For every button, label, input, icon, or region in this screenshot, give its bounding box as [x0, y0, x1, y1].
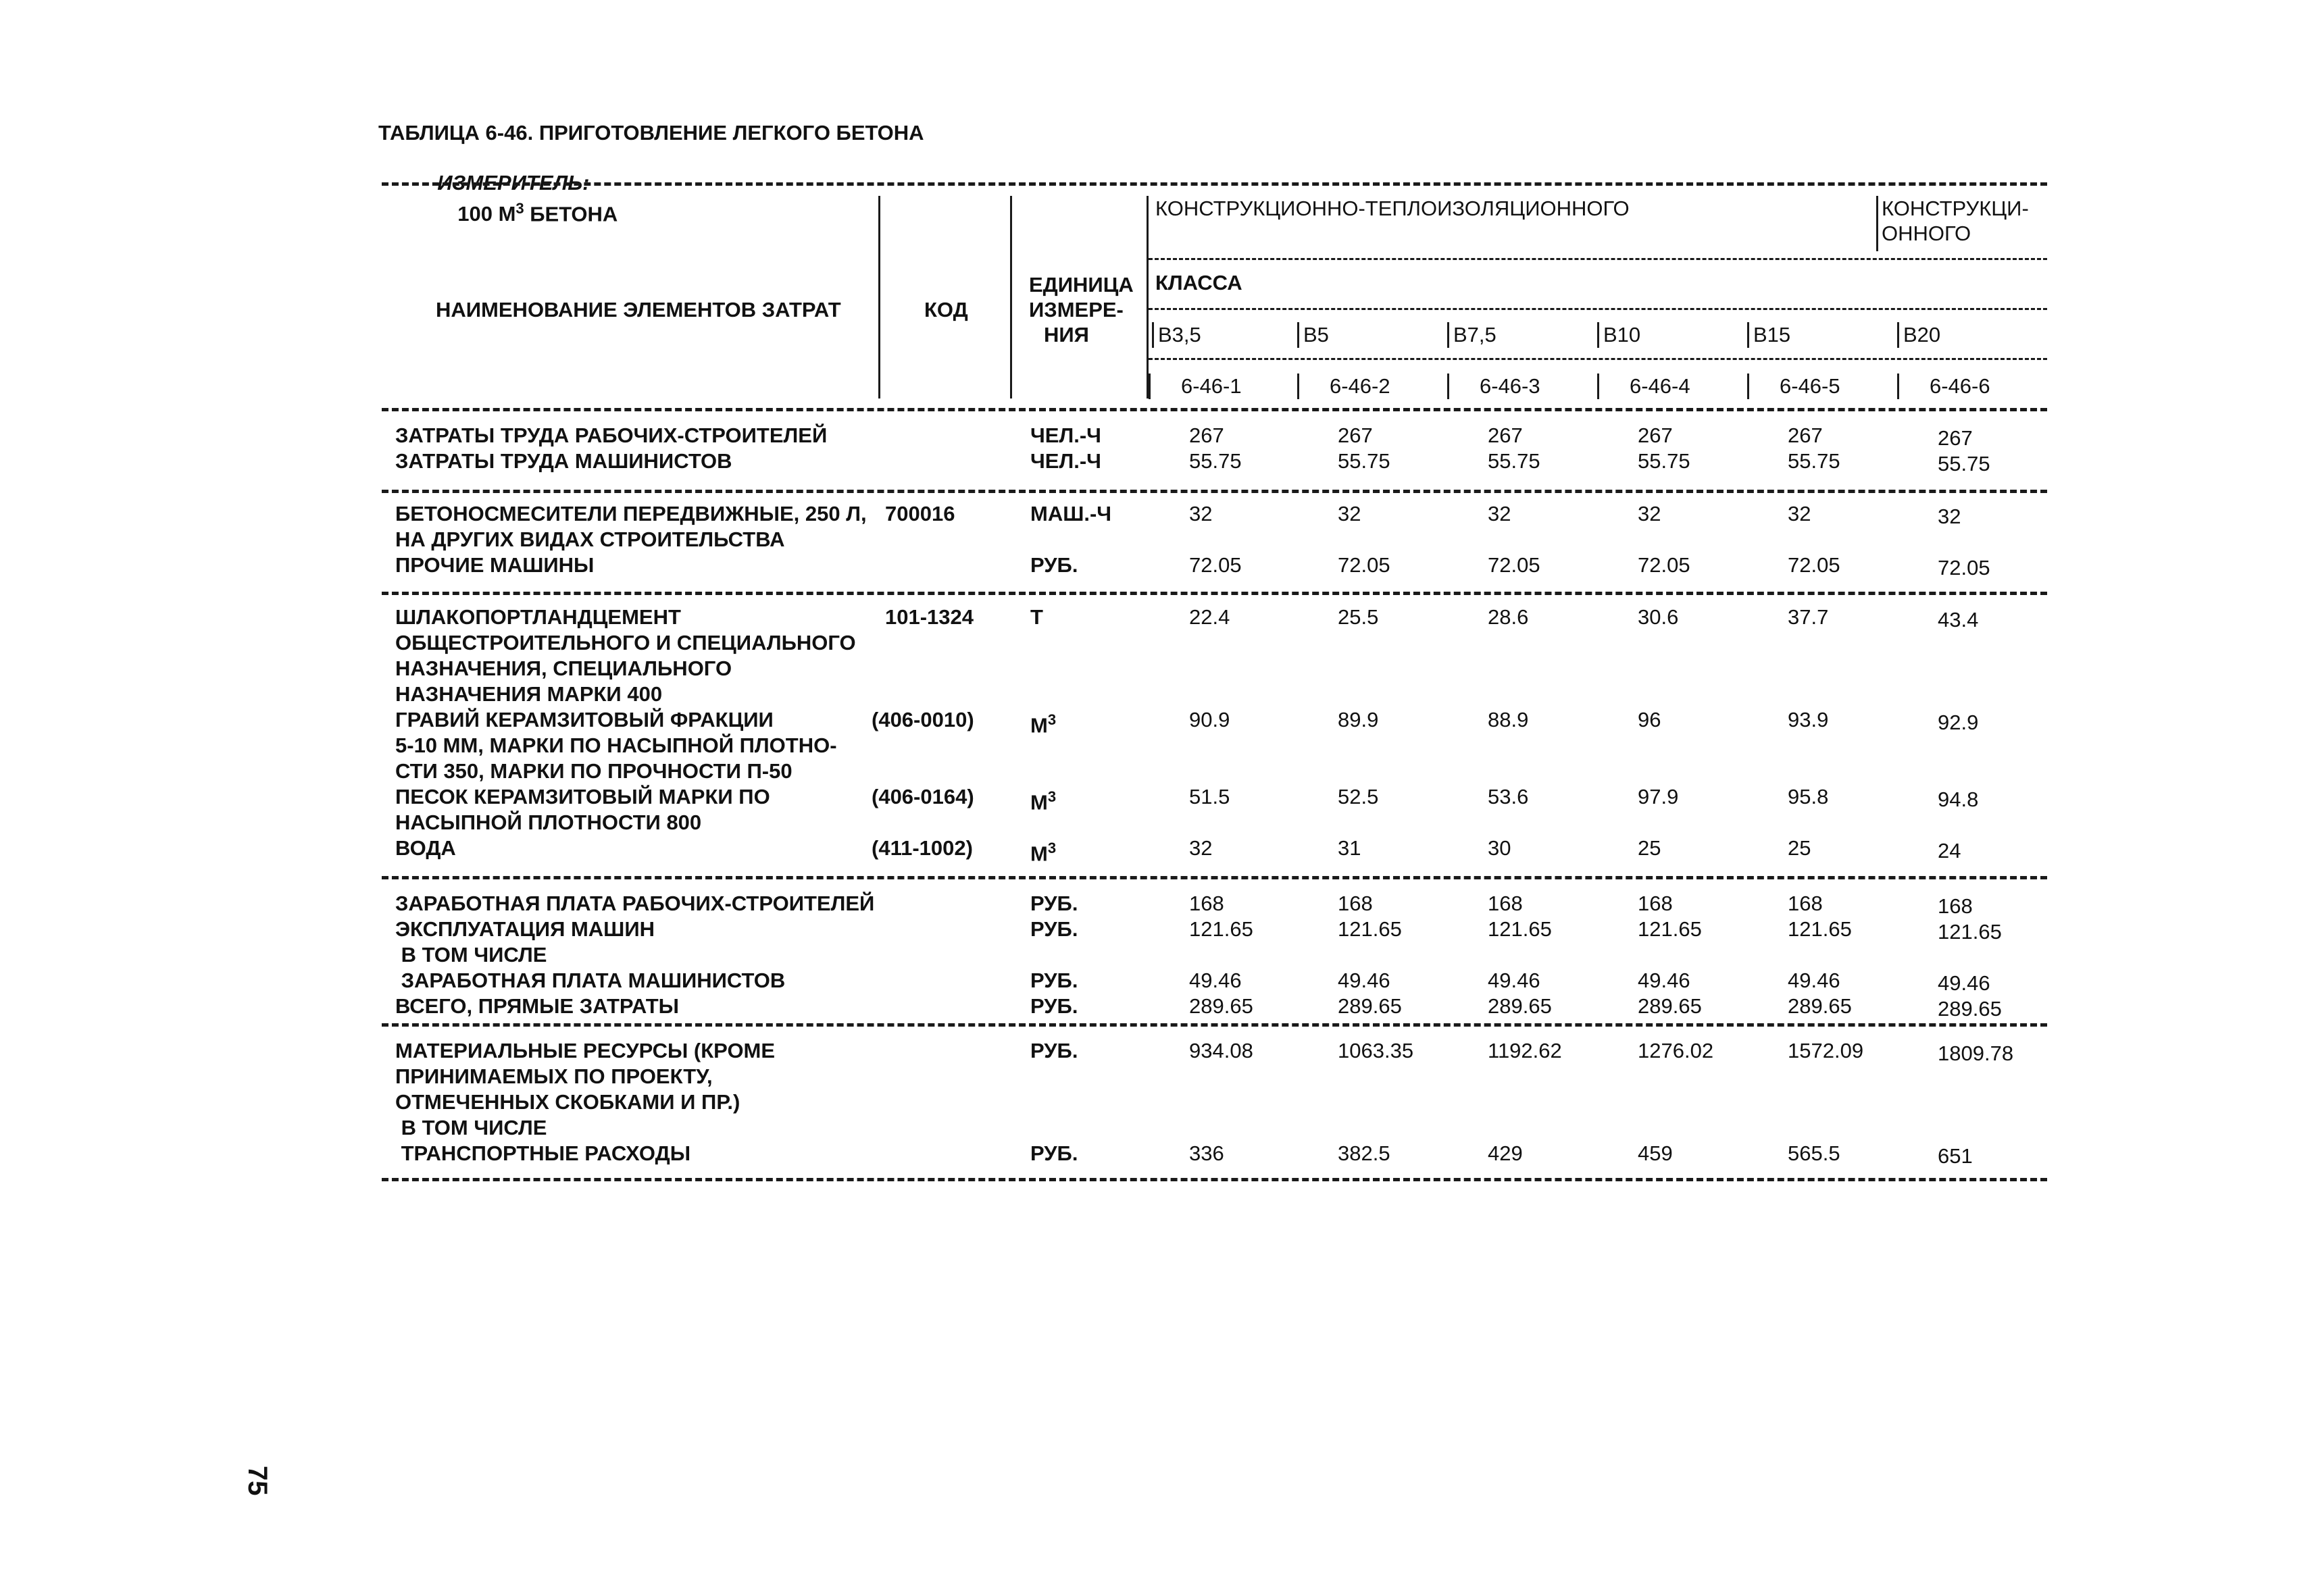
code-4: 6-46-4	[1597, 374, 1690, 399]
header-unit-2: ИЗМЕРЕ-	[1029, 298, 1124, 321]
row-value: 49.46	[1338, 969, 1390, 992]
row-name: ОТМЕЧЕННЫХ СКОБКАМИ И ПР.)	[395, 1090, 740, 1114]
rule-header-2	[1149, 308, 2047, 310]
row-value: 31	[1338, 836, 1361, 860]
row-unit-sup: 3	[1047, 788, 1057, 805]
vbar-unit	[1147, 196, 1149, 398]
rule-section-3	[382, 876, 2047, 879]
row-value: 289.65	[1788, 994, 1852, 1018]
row-value: 168	[1488, 892, 1523, 915]
row-value: 25	[1788, 836, 1811, 860]
header-group-b-2: ОННОГО	[1882, 222, 1971, 245]
row-name: НА ДРУГИХ ВИДАХ СТРОИТЕЛЬСТВА	[395, 527, 785, 551]
row-value: 168	[1189, 892, 1224, 915]
row-unit	[1030, 707, 1056, 738]
row-value: 289.65	[1488, 994, 1552, 1018]
measure-value: 100 М	[457, 202, 516, 226]
row-value: 267	[1638, 423, 1673, 447]
row-unit	[1030, 891, 1078, 917]
row-value: 168	[1788, 892, 1823, 915]
row-name: НАЗНАЧЕНИЯ МАРКИ 400	[395, 682, 663, 706]
row-unit-text: РУБ.	[1030, 917, 1078, 941]
row-value: 95.8	[1788, 785, 1829, 808]
row-value: 55.75	[1788, 449, 1840, 473]
row-value: 37.7	[1788, 605, 1829, 629]
row-name: 5-10 ММ, МАРКИ ПО НАСЫПНОЙ ПЛОТНО-	[395, 733, 837, 757]
row-value: 651	[1938, 1144, 1973, 1168]
row-value: 267	[1189, 423, 1224, 447]
row-name: ЗАТРАТЫ ТРУДА МАШИНИСТОВ	[395, 449, 732, 473]
row-value: 121.65	[1638, 917, 1702, 941]
row-unit	[1030, 501, 1111, 527]
class-3: В7,5	[1447, 322, 1496, 348]
row-name: ШЛАКОПОРТЛАНДЦЕМЕНТ	[395, 605, 681, 629]
row-value: 96	[1638, 708, 1661, 731]
row-unit-text: М	[1030, 842, 1048, 866]
row-value: 30	[1488, 836, 1511, 860]
row-unit	[1030, 1141, 1078, 1166]
row-value: 25	[1638, 836, 1661, 860]
row-code: 101-1324	[885, 605, 974, 629]
row-value: 459	[1638, 1141, 1673, 1165]
row-value: 32	[1189, 836, 1213, 860]
row-unit-text: ЧЕЛ.-Ч	[1030, 449, 1101, 473]
row-value: 289.65	[1189, 994, 1253, 1018]
row-value: 1572.09	[1788, 1039, 1864, 1062]
table-title: ТАБЛИЦА 6-46. ПРИГОТОВЛЕНИЕ ЛЕГКОГО БЕТОНА	[378, 121, 924, 145]
measure-tail: БЕТОНА	[524, 202, 618, 226]
row-unit	[1030, 604, 1043, 630]
row-value: 429	[1488, 1141, 1523, 1165]
row-value: 51.5	[1189, 785, 1230, 808]
rule-bottom	[382, 1178, 2047, 1181]
row-name: ГРАВИЙ КЕРАМЗИТОВЫЙ ФРАКЦИИ	[395, 708, 774, 731]
row-value: 121.65	[1788, 917, 1852, 941]
row-value: 28.6	[1488, 605, 1529, 629]
row-code: (411-1002)	[872, 836, 973, 860]
row-name: ЭКСПЛУАТАЦИЯ МАШИН	[395, 917, 655, 941]
row-value: 30.6	[1638, 605, 1679, 629]
row-unit	[1030, 552, 1078, 578]
row-value: 32	[1488, 502, 1511, 525]
row-value: 565.5	[1788, 1141, 1840, 1165]
header-unit-1: ЕДИНИЦА	[1029, 273, 1134, 297]
header-group-b-1: КОНСТРУКЦИ-	[1882, 197, 2029, 220]
row-name: НАСЫПНОЙ ПЛОТНОСТИ 800	[395, 810, 702, 834]
row-value: 72.05	[1488, 553, 1540, 577]
row-value: 336	[1189, 1141, 1224, 1165]
class-2: В5	[1297, 322, 1329, 348]
row-value: 267	[1788, 423, 1823, 447]
row-name: ОБЩЕСТРОИТЕЛЬНОГО И СПЕЦИАЛЬНОГО	[395, 631, 856, 654]
row-code: (406-0010)	[872, 708, 974, 731]
row-name: В ТОМ ЧИСЛЕ	[395, 1116, 547, 1139]
row-name: ЗАРАБОТНАЯ ПЛАТА РАБОЧИХ-СТРОИТЕЛЕЙ	[395, 892, 875, 915]
class-6: В20	[1897, 322, 1940, 348]
row-value: 55.75	[1938, 452, 1990, 475]
row-value: 55.75	[1638, 449, 1690, 473]
row-value: 32	[1938, 505, 1961, 528]
rule-header-bottom	[382, 408, 2047, 411]
rule-section-1	[382, 490, 2047, 493]
row-value: 72.05	[1938, 556, 1990, 580]
row-name: МАТЕРИАЛЬНЫЕ РЕСУРСЫ (КРОМЕ	[395, 1039, 776, 1062]
row-value: 267	[1938, 426, 1973, 450]
row-unit-text: Т	[1030, 605, 1043, 629]
row-value: 267	[1338, 423, 1373, 447]
row-name: НАЗНАЧЕНИЯ, СПЕЦИАЛЬНОГО	[395, 657, 732, 680]
vbar-code	[1010, 196, 1012, 398]
row-value: 93.9	[1788, 708, 1829, 731]
row-name: ПЕСОК КЕРАМЗИТОВЫЙ МАРКИ ПО	[395, 785, 770, 808]
row-value: 55.75	[1189, 449, 1242, 473]
row-name: БЕТОНОСМЕСИТЕЛИ ПЕРЕДВИЖНЫЕ, 250 Л,	[395, 502, 867, 525]
measure-line	[426, 145, 618, 227]
row-unit-text: РУБ.	[1030, 892, 1078, 915]
row-value: 168	[1638, 892, 1673, 915]
row-name: СТИ 350, МАРКИ ПО ПРОЧНОСТИ П-50	[395, 759, 793, 783]
row-unit-text: МАШ.-Ч	[1030, 502, 1112, 525]
page-number: 75	[243, 1466, 272, 1496]
row-unit	[1030, 917, 1078, 942]
row-unit-text: М	[1030, 790, 1048, 815]
code-2: 6-46-2	[1297, 374, 1390, 399]
measure-sup: 3	[515, 200, 524, 217]
rule-header-3	[1149, 358, 2047, 360]
code-6: 6-46-6	[1897, 374, 1990, 399]
row-value: 55.75	[1488, 449, 1540, 473]
measure-label: ИЗМЕРИТЕЛЬ:	[437, 171, 590, 195]
row-unit	[1030, 968, 1078, 994]
header-code: КОД	[924, 298, 968, 321]
row-value: 55.75	[1338, 449, 1390, 473]
row-value: 72.05	[1638, 553, 1690, 577]
row-value: 24	[1938, 839, 1961, 863]
row-unit-text: РУБ.	[1030, 553, 1078, 577]
row-value: 32	[1638, 502, 1661, 525]
row-value: 382.5	[1338, 1141, 1390, 1165]
row-unit	[1030, 835, 1056, 867]
row-value: 89.9	[1338, 708, 1379, 731]
row-value: 52.5	[1338, 785, 1379, 808]
row-unit-sup: 3	[1047, 711, 1057, 728]
row-value: 49.46	[1488, 969, 1540, 992]
vbar-group-b	[1876, 196, 1878, 251]
row-value: 43.4	[1938, 608, 1979, 632]
row-name: ВОДА	[395, 836, 456, 860]
row-value: 49.46	[1938, 971, 1990, 995]
rule-header-1	[1149, 258, 2047, 260]
row-value: 94.8	[1938, 788, 1979, 811]
row-unit-text: РУБ.	[1030, 1039, 1078, 1062]
header-unit-3: НИЯ	[1044, 323, 1089, 346]
row-value: 289.65	[1938, 997, 2002, 1021]
row-code: (406-0164)	[872, 785, 974, 808]
header-class-label: КЛАССА	[1155, 271, 1242, 294]
row-name: ПРИНИМАЕМЫХ ПО ПРОЕКТУ,	[395, 1064, 713, 1088]
row-value: 168	[1338, 892, 1373, 915]
row-value: 22.4	[1189, 605, 1230, 629]
row-value: 1809.78	[1938, 1041, 2014, 1065]
row-unit	[1030, 423, 1101, 448]
row-value: 289.65	[1338, 994, 1402, 1018]
row-value: 97.9	[1638, 785, 1679, 808]
row-unit-text: ЧЕЛ.-Ч	[1030, 423, 1101, 447]
header-group-a: КОНСТРУКЦИОННО-ТЕПЛОИЗОЛЯЦИОННОГО	[1155, 197, 1630, 220]
row-value: 934.08	[1189, 1039, 1253, 1062]
row-value: 32	[1788, 502, 1811, 525]
row-unit-text: РУБ.	[1030, 1141, 1078, 1165]
row-unit	[1030, 994, 1078, 1019]
row-value: 1192.62	[1488, 1039, 1562, 1062]
row-value: 25.5	[1338, 605, 1379, 629]
row-value: 32	[1338, 502, 1361, 525]
row-value: 72.05	[1189, 553, 1242, 577]
row-name: ЗАТРАТЫ ТРУДА РАБОЧИХ-СТРОИТЕЛЕЙ	[395, 423, 828, 447]
row-value: 53.6	[1488, 785, 1529, 808]
row-value: 88.9	[1488, 708, 1529, 731]
class-4: В10	[1597, 322, 1640, 348]
row-value: 267	[1488, 423, 1523, 447]
row-name: ЗАРАБОТНАЯ ПЛАТА МАШИНИСТОВ	[395, 969, 786, 992]
row-name: ВСЕГО, ПРЯМЫЕ ЗАТРАТЫ	[395, 994, 679, 1018]
row-value: 92.9	[1938, 711, 1979, 734]
row-unit-sup: 3	[1047, 840, 1057, 856]
rule-section-2	[382, 592, 2047, 595]
header-name: НАИМЕНОВАНИЕ ЭЛЕМЕНТОВ ЗАТРАТ	[436, 298, 841, 321]
row-unit-text: М	[1030, 713, 1048, 738]
row-name: В ТОМ ЧИСЛЕ	[395, 943, 547, 967]
rule-section-4	[382, 1023, 2047, 1027]
row-name: ПРОЧИЕ МАШИНЫ	[395, 553, 595, 577]
class-5: В15	[1747, 322, 1790, 348]
row-unit-text: РУБ.	[1030, 969, 1078, 992]
row-value: 289.65	[1638, 994, 1702, 1018]
row-value: 1276.02	[1638, 1039, 1714, 1062]
row-value: 1063.35	[1338, 1039, 1414, 1062]
code-3: 6-46-3	[1447, 374, 1540, 399]
row-value: 121.65	[1189, 917, 1253, 941]
row-value: 168	[1938, 894, 1973, 918]
row-value: 121.65	[1938, 920, 2002, 944]
row-value: 49.46	[1189, 969, 1242, 992]
row-value: 72.05	[1788, 553, 1840, 577]
row-value: 49.46	[1638, 969, 1690, 992]
vbar-name	[878, 196, 880, 398]
code-1: 6-46-1	[1149, 374, 1242, 399]
code-5: 6-46-5	[1747, 374, 1840, 399]
row-value: 49.46	[1788, 969, 1840, 992]
row-unit	[1030, 448, 1101, 474]
row-value: 72.05	[1338, 553, 1390, 577]
row-value: 121.65	[1488, 917, 1552, 941]
class-1: В3,5	[1152, 322, 1201, 348]
row-unit	[1030, 1038, 1078, 1064]
row-value: 90.9	[1189, 708, 1230, 731]
row-unit-text: РУБ.	[1030, 994, 1078, 1018]
row-value: 32	[1189, 502, 1213, 525]
row-code: 700016	[885, 502, 955, 525]
rule-top	[382, 182, 2047, 186]
row-unit	[1030, 784, 1056, 815]
row-value: 121.65	[1338, 917, 1402, 941]
row-name: ТРАНСПОРТНЫЕ РАСХОДЫ	[395, 1141, 691, 1165]
